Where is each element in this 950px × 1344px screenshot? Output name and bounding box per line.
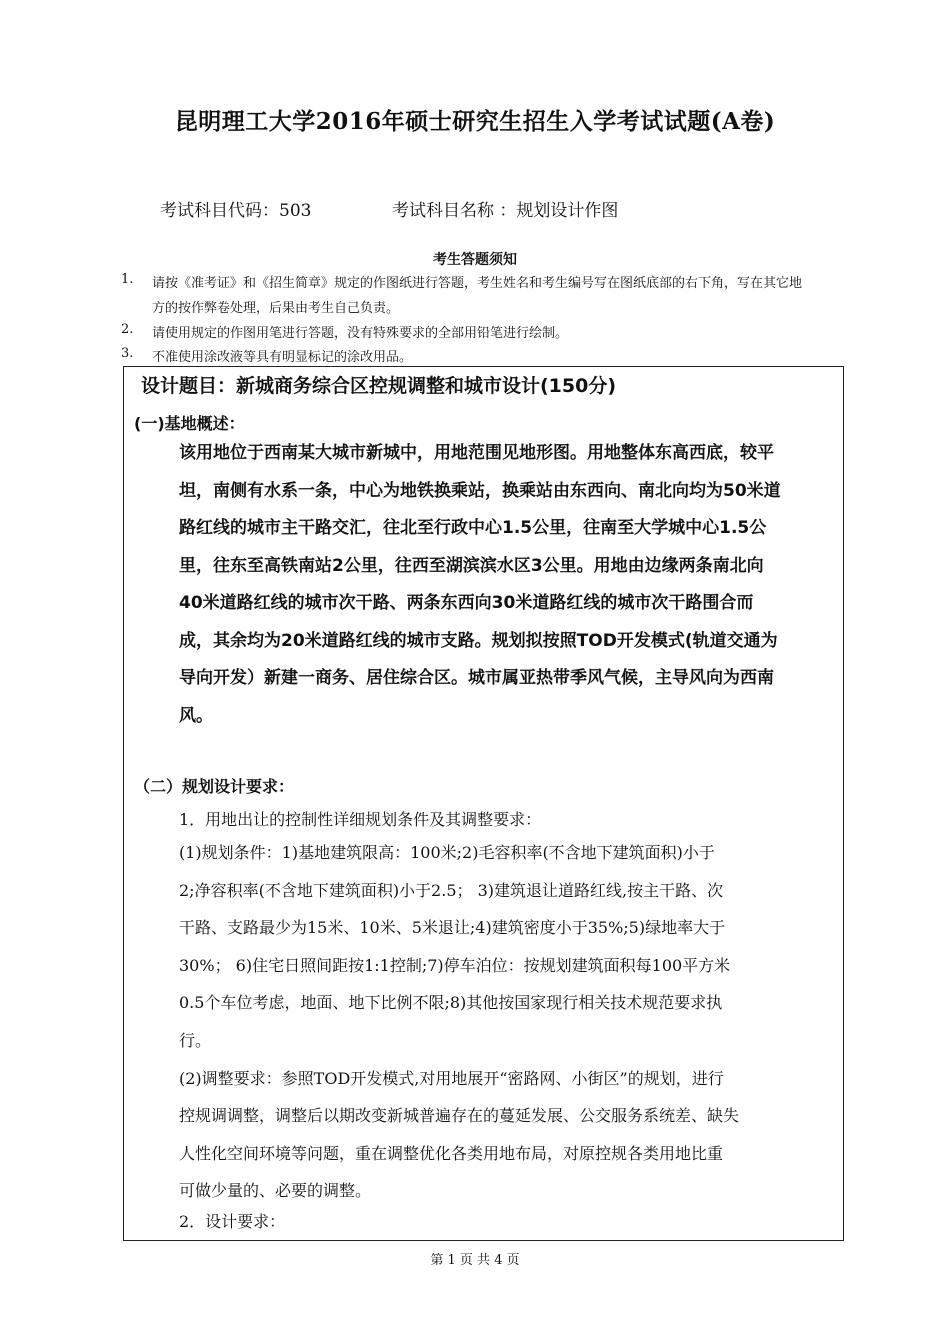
notice-number: 3. — [121, 346, 134, 361]
design-question-box — [123, 366, 844, 1241]
design-title: 设计题目：新城商务综合区控规调整和城市设计(150分) — [141, 375, 617, 397]
body-line: 2;净容积率(不含地下建筑面积)小于2.5； 3)建筑退让道路红线,按主干路、次 — [179, 880, 724, 900]
notice-line: 请使用规定的作图用笔进行答题，没有特殊要求的全部用铅笔进行绘制。 — [152, 326, 569, 341]
page-footer: 第 1 页 共 4 页 — [430, 1253, 520, 1268]
section-2-heading: （二）规划设计要求： — [134, 777, 295, 796]
section-2-line-last: 2．设计要求： — [179, 1212, 286, 1231]
body-line: 30%； 6)住宅日照间距按1:1控制;7)停车泊位：按规划建筑面积每100平方米 — [179, 955, 731, 975]
notice-item-2 — [121, 322, 569, 341]
body-line: 可做少量的、必要的调整。 — [179, 1181, 372, 1201]
section-1-heading: (一)基地概述： — [134, 414, 245, 433]
body-line: 风。 — [179, 705, 213, 726]
notice-number: 1. — [121, 272, 134, 287]
body-line: 里，往东至高铁南站2公里，往西至湖滨滨水区3公里。用地由边缘两条南北向 — [179, 555, 764, 576]
notice-item-1-cont — [152, 297, 399, 316]
notice-number: 2. — [121, 322, 134, 337]
body-line: 行。 — [179, 1030, 212, 1050]
body-line: 坦，南侧有水系一条，中心为地铁换乘站，换乘站由东西向、南北向均为50米道 — [179, 480, 781, 501]
body-line: 40米道路红线的城市次干路、两条东西向30米道路红线的城市次干路围合而 — [179, 593, 754, 613]
notice-line: 不准使用涂改液等具有明显标记的涂改用品。 — [152, 350, 413, 365]
notice-line: 方的按作弊卷处理，后果由考生自己负责。 — [152, 301, 400, 316]
subject-name-value: 规划设计作图 — [516, 201, 619, 221]
subject-code-value: 503 — [279, 201, 312, 221]
body-line: 该用地位于西南某大城市新城中，用地范围见地形图。用地整体东高西底，较平 — [179, 443, 774, 463]
notice-item-3 — [121, 346, 413, 365]
subject-name — [392, 196, 618, 221]
section-2-line-1: 1．用地出让的控制性详细规划条件及其调整要求： — [179, 810, 542, 829]
notice-title: 考生答题须知 — [433, 252, 517, 268]
section-1-body — [179, 435, 781, 735]
body-line: 导向开发）新建一商务、居住综合区。城市属亚热带季风气候，主导风向为西南 — [179, 668, 774, 688]
body-line: (2)调整要求：参照TOD开发模式,对用地展开“密路网、小街区”的规划，进行 — [179, 1068, 724, 1088]
subject-code — [160, 196, 311, 221]
section-2-body — [179, 834, 739, 1210]
body-line: (1)规划条件：1)基地建筑限高：100米;2)毛容积率(不含地下建筑面积)小于 — [179, 843, 715, 862]
notice-item-1 — [121, 272, 803, 291]
body-line: 路红线的城市主干路交汇，往北至行政中心1.5公里，往南至大学城中心1.5公 — [179, 518, 767, 538]
body-line: 0.5个车位考虑，地面、地下比例不限;8)其他按国家现行相关技术规范要求执 — [179, 993, 723, 1013]
body-line: 控规调调整，调整后以期改变新城普遍存在的蔓延发展、公交服务系统差、缺失 — [179, 1106, 740, 1126]
subject-code-label: 考试科目代码： — [160, 201, 279, 221]
subject-name-label: 考试科目名称 ： — [392, 201, 517, 221]
page-title: 昆明理工大学2016年硕士研究生招生入学考试试题(A卷) — [174, 108, 776, 135]
body-line: 人性化空间环境等问题，重在调整优化各类用地布局，对原控规各类用地比重 — [179, 1143, 724, 1163]
body-line: 成，其余均为20米道路红线的城市支路。规划拟按照TOD开发模式(轨道交通为 — [179, 630, 778, 651]
body-line: 干路、支路最少为15米、10米、5米退让;4)建筑密度小于35%;5)绿地率大于 — [179, 918, 726, 938]
notice-line: 请按《准考证》和《招生简章》规定的作图纸进行答题，考生姓名和考生编号写在图纸底部的右下角，写在其它地 — [152, 276, 803, 291]
